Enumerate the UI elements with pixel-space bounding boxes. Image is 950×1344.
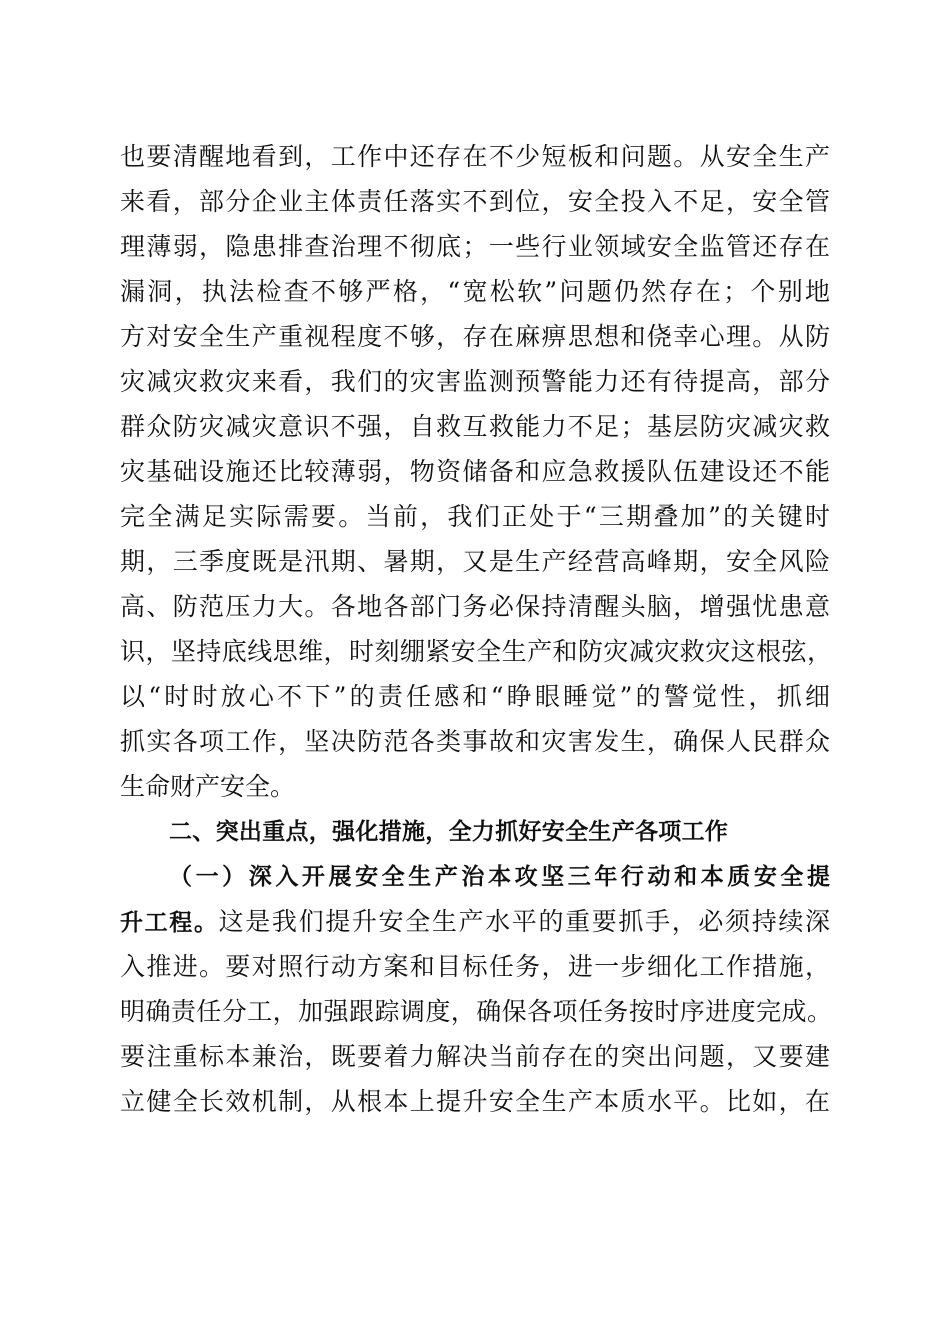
- paragraph-line: 抓实各项工作，坚决防范各类事故和灾害发生，确保人民群众: [120, 727, 830, 756]
- subsection-title-continued: [120, 902, 830, 942]
- paragraph-line: 高、防范压力大。各地各部门务必保持清醒头脑，增强忧患意: [120, 592, 830, 621]
- paragraph-line: 方对安全生产重视程度不够，存在麻痹思想和侥幸心理。从防: [120, 322, 830, 351]
- section-heading: 二、突出重点，强化措施，全力抓好安全生产各项工作: [169, 819, 729, 845]
- subsection-title-end: 升工程。: [120, 910, 219, 936]
- paragraph-line: 识，坚持底线思维，时刻绷紧安全生产和防灾减灾救灾这根弦，: [120, 637, 832, 666]
- paragraph-line: 漏洞，执法检查不够严格，“宽松软”问题仍然存在；个别地: [120, 277, 830, 306]
- paragraph-line: 来看，部分企业主体责任落实不到位，安全投入不足，安全管: [120, 187, 830, 216]
- paragraph-line: 完全满足实际需要。当前，我们正处于“三期叠加”的关键时: [120, 502, 830, 531]
- paragraph-line: 灾基础设施还比较薄弱，物资储备和应急救援队伍建设还不能: [120, 457, 830, 486]
- paragraph-line: 群众防灾减灾意识不强，自救互救能力不足；基层防灾减灾救: [120, 412, 830, 441]
- paragraph-line: 灾减灾救灾来看，我们的灾害监测预警能力还有待提高，部分: [120, 367, 830, 396]
- paragraph-line: 理薄弱，隐患排查治理不彻底；一些行业领域安全监管还存在: [120, 232, 830, 261]
- paragraph-line: 也要清醒地看到，工作中还存在不少短板和问题。从安全生产: [120, 142, 830, 171]
- paragraph-line: 要注重标本兼治，既要着力解决当前存在的突出问题，又要建: [120, 1042, 830, 1071]
- paragraph-line: 入推进。要对照行动方案和目标任务，进一步细化工作措施，: [120, 952, 830, 981]
- paragraph-line: 立健全长效机制，从根本上提升安全生产本质水平。比如，在: [120, 1087, 830, 1116]
- paragraph-line: 明确责任分工，加强跟踪调度，确保各项任务按时序进度完成。: [120, 997, 832, 1026]
- paragraph-line: 以“时时放心不下”的责任感和“睁眼睡觉”的警觉性，抓细: [120, 682, 830, 711]
- subsection-title: （一）深入开展安全生产治本攻坚三年行动和本质安全提: [169, 864, 830, 890]
- paragraph-line: 期，三季度既是汛期、暑期，又是生产经营高峰期，安全风险: [120, 547, 830, 576]
- paragraph-line: 生命财产安全。: [120, 772, 296, 801]
- paragraph-text: 这是我们提升安全生产水平的重要抓手，必须持续深: [218, 907, 830, 936]
